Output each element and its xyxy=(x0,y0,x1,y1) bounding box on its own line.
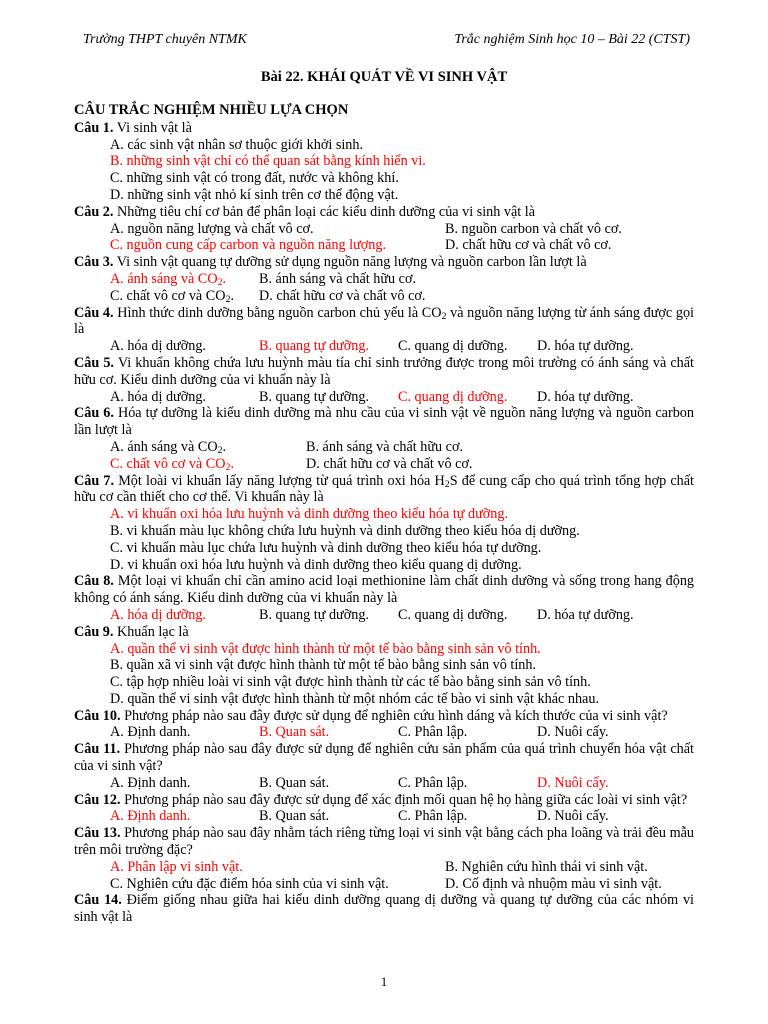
page-title: Bài 22. KHÁI QUÁT VỀ VI SINH VẬT xyxy=(260,69,508,85)
option: A. hóa dị dưỡng. xyxy=(110,388,206,405)
question-number: Câu 4. xyxy=(74,304,114,321)
page-header xyxy=(83,32,690,50)
option: C. Nghiên cứu đặc điểm hóa sinh của vi sinh vật. xyxy=(110,875,389,892)
option-row xyxy=(74,221,694,238)
option-row xyxy=(74,237,694,254)
option: C. chất vô cơ và $CO_2$. xyxy=(110,287,234,305)
option: D. hóa tự dưỡng. xyxy=(537,338,634,355)
option: D. chất hữu cơ và chất vô cơ. xyxy=(259,287,426,304)
option-row xyxy=(74,271,694,288)
option-row xyxy=(74,808,694,825)
option: B. quần xã vi sinh vật được hình thành từ một tế bào bằng sinh sản vô tính. xyxy=(110,657,536,674)
option: D. Nuôi cấy. xyxy=(537,808,609,825)
question-text: Vi sinh vật là xyxy=(113,119,192,136)
question-1 xyxy=(74,120,694,137)
option: A. các sinh vật nhân sơ thuộc giới khởi sinh. xyxy=(110,136,364,153)
option-correct: A. hóa dị dưỡng. xyxy=(110,606,206,623)
question-3 xyxy=(74,254,694,271)
page-number: 1 xyxy=(380,974,388,989)
option-row xyxy=(74,288,694,305)
question-8: Câu 8. Một loại vi khuẩn chỉ cần amino acid loại methionine làm chất dinh dưỡng và sống trong hang động không có ánh sáng. Kiểu dinh dưỡng của vi khuẩn này là xyxy=(74,573,695,607)
question-text: Vi sinh vật quang tự dưỡng sử dụng nguồn năng lượng và nguồn carbon lần lượt là xyxy=(113,254,587,271)
option-correct: B. những sinh vật chỉ có thể quan sát bằng kính hiển vi. xyxy=(110,153,426,170)
question-number: Câu 7. xyxy=(74,472,115,489)
option: C. quang dị dưỡng. xyxy=(398,338,508,355)
question-13: Câu 13. Phương pháp nào sau đây nhằm tách riêng từng loại vi sinh vật bằng cách pha loãng và trải đều mẫu trên môi trường đặc? xyxy=(74,825,694,859)
question-5: Câu 5. Vi khuẩn không chứa lưu huỳnh màu tía chỉ sinh trưởng được trong môi trường có ánh sáng và chất hữu cơ. Kiểu dinh dưỡng của vi khuẩn này là xyxy=(74,354,694,388)
question-number: Câu 8. xyxy=(74,573,114,590)
option: B. nguồn carbon và chất vô cơ. xyxy=(445,220,622,237)
option: C. quang dị dưỡng. xyxy=(398,606,508,623)
question-14: Câu 14. Điểm giống nhau giữa hai kiểu dinh dưỡng quang dị dưỡng và quang tự dưỡng của các nhóm vi sinh vật là xyxy=(74,892,694,926)
option: A. Định danh. xyxy=(110,774,191,791)
option: C. tập hợp nhiều loài vi sinh vật được hình thành từ các tế bào bằng sinh sản vô tính. xyxy=(110,674,591,691)
question-number: Câu 9. xyxy=(74,623,114,640)
question-number: Câu 11. xyxy=(74,741,121,758)
option: B. vi khuẩn màu lục không chứa lưu huỳnh và dinh dưỡng theo kiểu hóa dị dưỡng. xyxy=(110,522,580,539)
option-row xyxy=(74,876,694,893)
question-number: Câu 10. xyxy=(74,707,121,724)
question-text: Những tiêu chí cơ bản để phân loại các kiểu dinh dưỡng của vi sinh vật là xyxy=(113,203,536,220)
question-11: Câu 11. Phương pháp nào sau đây được sử dụng để nghiên cứu sản phẩm của quá trình chuyển hóa vật chất của vi sinh vật? xyxy=(74,741,694,775)
option: D. quần thể vi sinh vật được hình thành từ một nhóm các tế bào vi sinh vật khác nhau. xyxy=(110,690,599,707)
option-correct: D. Nuôi cấy. xyxy=(537,774,609,791)
option-correct: A. vi khuẩn oxi hóa lưu huỳnh và dinh dưỡng theo kiểu hóa tự dưỡng. xyxy=(110,506,509,523)
option: A. Định danh. xyxy=(110,724,191,741)
option: A. nguồn năng lượng và chất vô cơ. xyxy=(110,220,314,237)
question-number: Câu 13. xyxy=(74,825,121,842)
option: B. quang tự dưỡng. xyxy=(259,388,369,405)
option: B. Quan sát. xyxy=(259,774,330,791)
option: C. Phân lập. xyxy=(398,774,468,791)
question-number: Câu 6. xyxy=(74,405,114,422)
option: C. vi khuẩn màu lục chứa lưu huỳnh và dinh dưỡng theo kiểu hóa tự dưỡng. xyxy=(110,539,542,556)
option: C. Phân lập. xyxy=(398,724,468,741)
question-2 xyxy=(74,204,694,221)
question-number: Câu 14. xyxy=(74,892,122,909)
option: B. ánh sáng và chất hữu cơ. xyxy=(259,270,417,287)
option-correct: B. quang tự dưỡng. xyxy=(259,338,369,355)
question-10: Câu 10. Phương pháp nào sau đây được sử dụng để nghiên cứu hình dáng và kích thước của vi sinh vật? xyxy=(74,707,668,724)
option: D. hóa tự dưỡng. xyxy=(537,606,634,623)
option: B. Quan sát. xyxy=(259,808,330,825)
option-row xyxy=(74,859,694,876)
option: D. những sinh vật nhỏ kí sinh trên cơ thể động vật. xyxy=(110,186,399,203)
option-correct: C. nguồn cung cấp carbon và nguồn năng lượng. xyxy=(110,237,387,254)
option-row xyxy=(74,338,694,355)
question-number: Câu 1. xyxy=(74,119,114,136)
option-row xyxy=(74,607,694,624)
option-row xyxy=(74,724,694,741)
option: C. Phân lập. xyxy=(398,808,468,825)
option: B. Nghiên cứu hình thái vi sinh vật. xyxy=(445,858,648,875)
question-4: Câu 4. Hình thức dinh dưỡng bằng nguồn carbon chủ yếu là $CO_2$ và nguồn năng lượng từ ánh sáng được gọi là xyxy=(74,304,694,338)
question-number: Câu 5. xyxy=(74,354,114,371)
option: B. ánh sáng và chất hữu cơ. xyxy=(306,438,464,455)
option-correct: B. Quan sát. xyxy=(259,724,330,741)
option-correct: A. Phân lập vi sinh vật. xyxy=(110,858,243,875)
header-school: Trường THPT chuyên NTMK xyxy=(83,32,247,47)
question-number: Câu 3. xyxy=(74,254,114,271)
option: D. Nuôi cấy. xyxy=(537,724,609,741)
option: A. hóa dị dưỡng. xyxy=(110,338,206,355)
option-row xyxy=(74,439,694,456)
option-correct: C. quang dị dưỡng. xyxy=(398,388,508,405)
question-12: Câu 12. Phương pháp nào sau đây được sử dụng để xác định mối quan hệ họ hàng giữa các loài vi sinh vật? xyxy=(74,791,688,808)
option-correct: A. quần thể vi sinh vật được hình thành từ một tế bào bằng sinh sản vô tính. xyxy=(110,640,541,657)
question-number: Câu 12. xyxy=(74,791,121,808)
option-correct: A. Định danh. xyxy=(110,808,191,825)
option: D. hóa tự dưỡng. xyxy=(537,388,634,405)
option: B. quang tự dưỡng. xyxy=(259,606,369,623)
question-7: Câu 7. Một loài vi khuẩn lấy năng lượng từ quá trình oxi hóa $H_2S$ để cung cấp cho quá trình tổng hợp chất hữu cơ cần thiết cho cơ thể. Vi khuẩn này là xyxy=(74,472,694,506)
option: D. Cố định và nhuộm màu vi sinh vật. xyxy=(445,875,662,892)
option: D. vi khuẩn oxi hóa lưu huỳnh và dinh dưỡng theo kiểu quang dị dưỡng. xyxy=(110,556,522,573)
option: D. chất hữu cơ và chất vô cơ. xyxy=(306,455,473,472)
question-number: Câu 2. xyxy=(74,203,114,220)
option: C. những sinh vật có trong đất, nước và không khí. xyxy=(110,170,399,187)
section-heading: CÂU TRẮC NGHIỆM NHIỀU LỰA CHỌN xyxy=(74,102,349,118)
option: D. chất hữu cơ và chất vô cơ. xyxy=(445,237,612,254)
option-row xyxy=(74,456,694,473)
document-body xyxy=(74,102,694,926)
option-correct: C. chất vô cơ và $CO_2$. xyxy=(110,455,234,473)
question-9: Câu 9. Khuẩn lạc là xyxy=(74,623,189,640)
header-subject: Trắc nghiệm Sinh học 10 – Bài 22 (CTST) xyxy=(454,32,690,47)
option: A. ánh sáng và $CO_2$. xyxy=(110,438,227,456)
option-row xyxy=(74,775,694,792)
question-6: Câu 6. Hóa tự dưỡng là kiểu dinh dưỡng mà nhu cầu của vi sinh vật về nguồn năng lượng và nguồn carbon lần lượt là xyxy=(74,405,694,439)
option-correct: A. ánh sáng và $CO_2$. xyxy=(110,270,227,288)
option-row xyxy=(74,389,694,406)
